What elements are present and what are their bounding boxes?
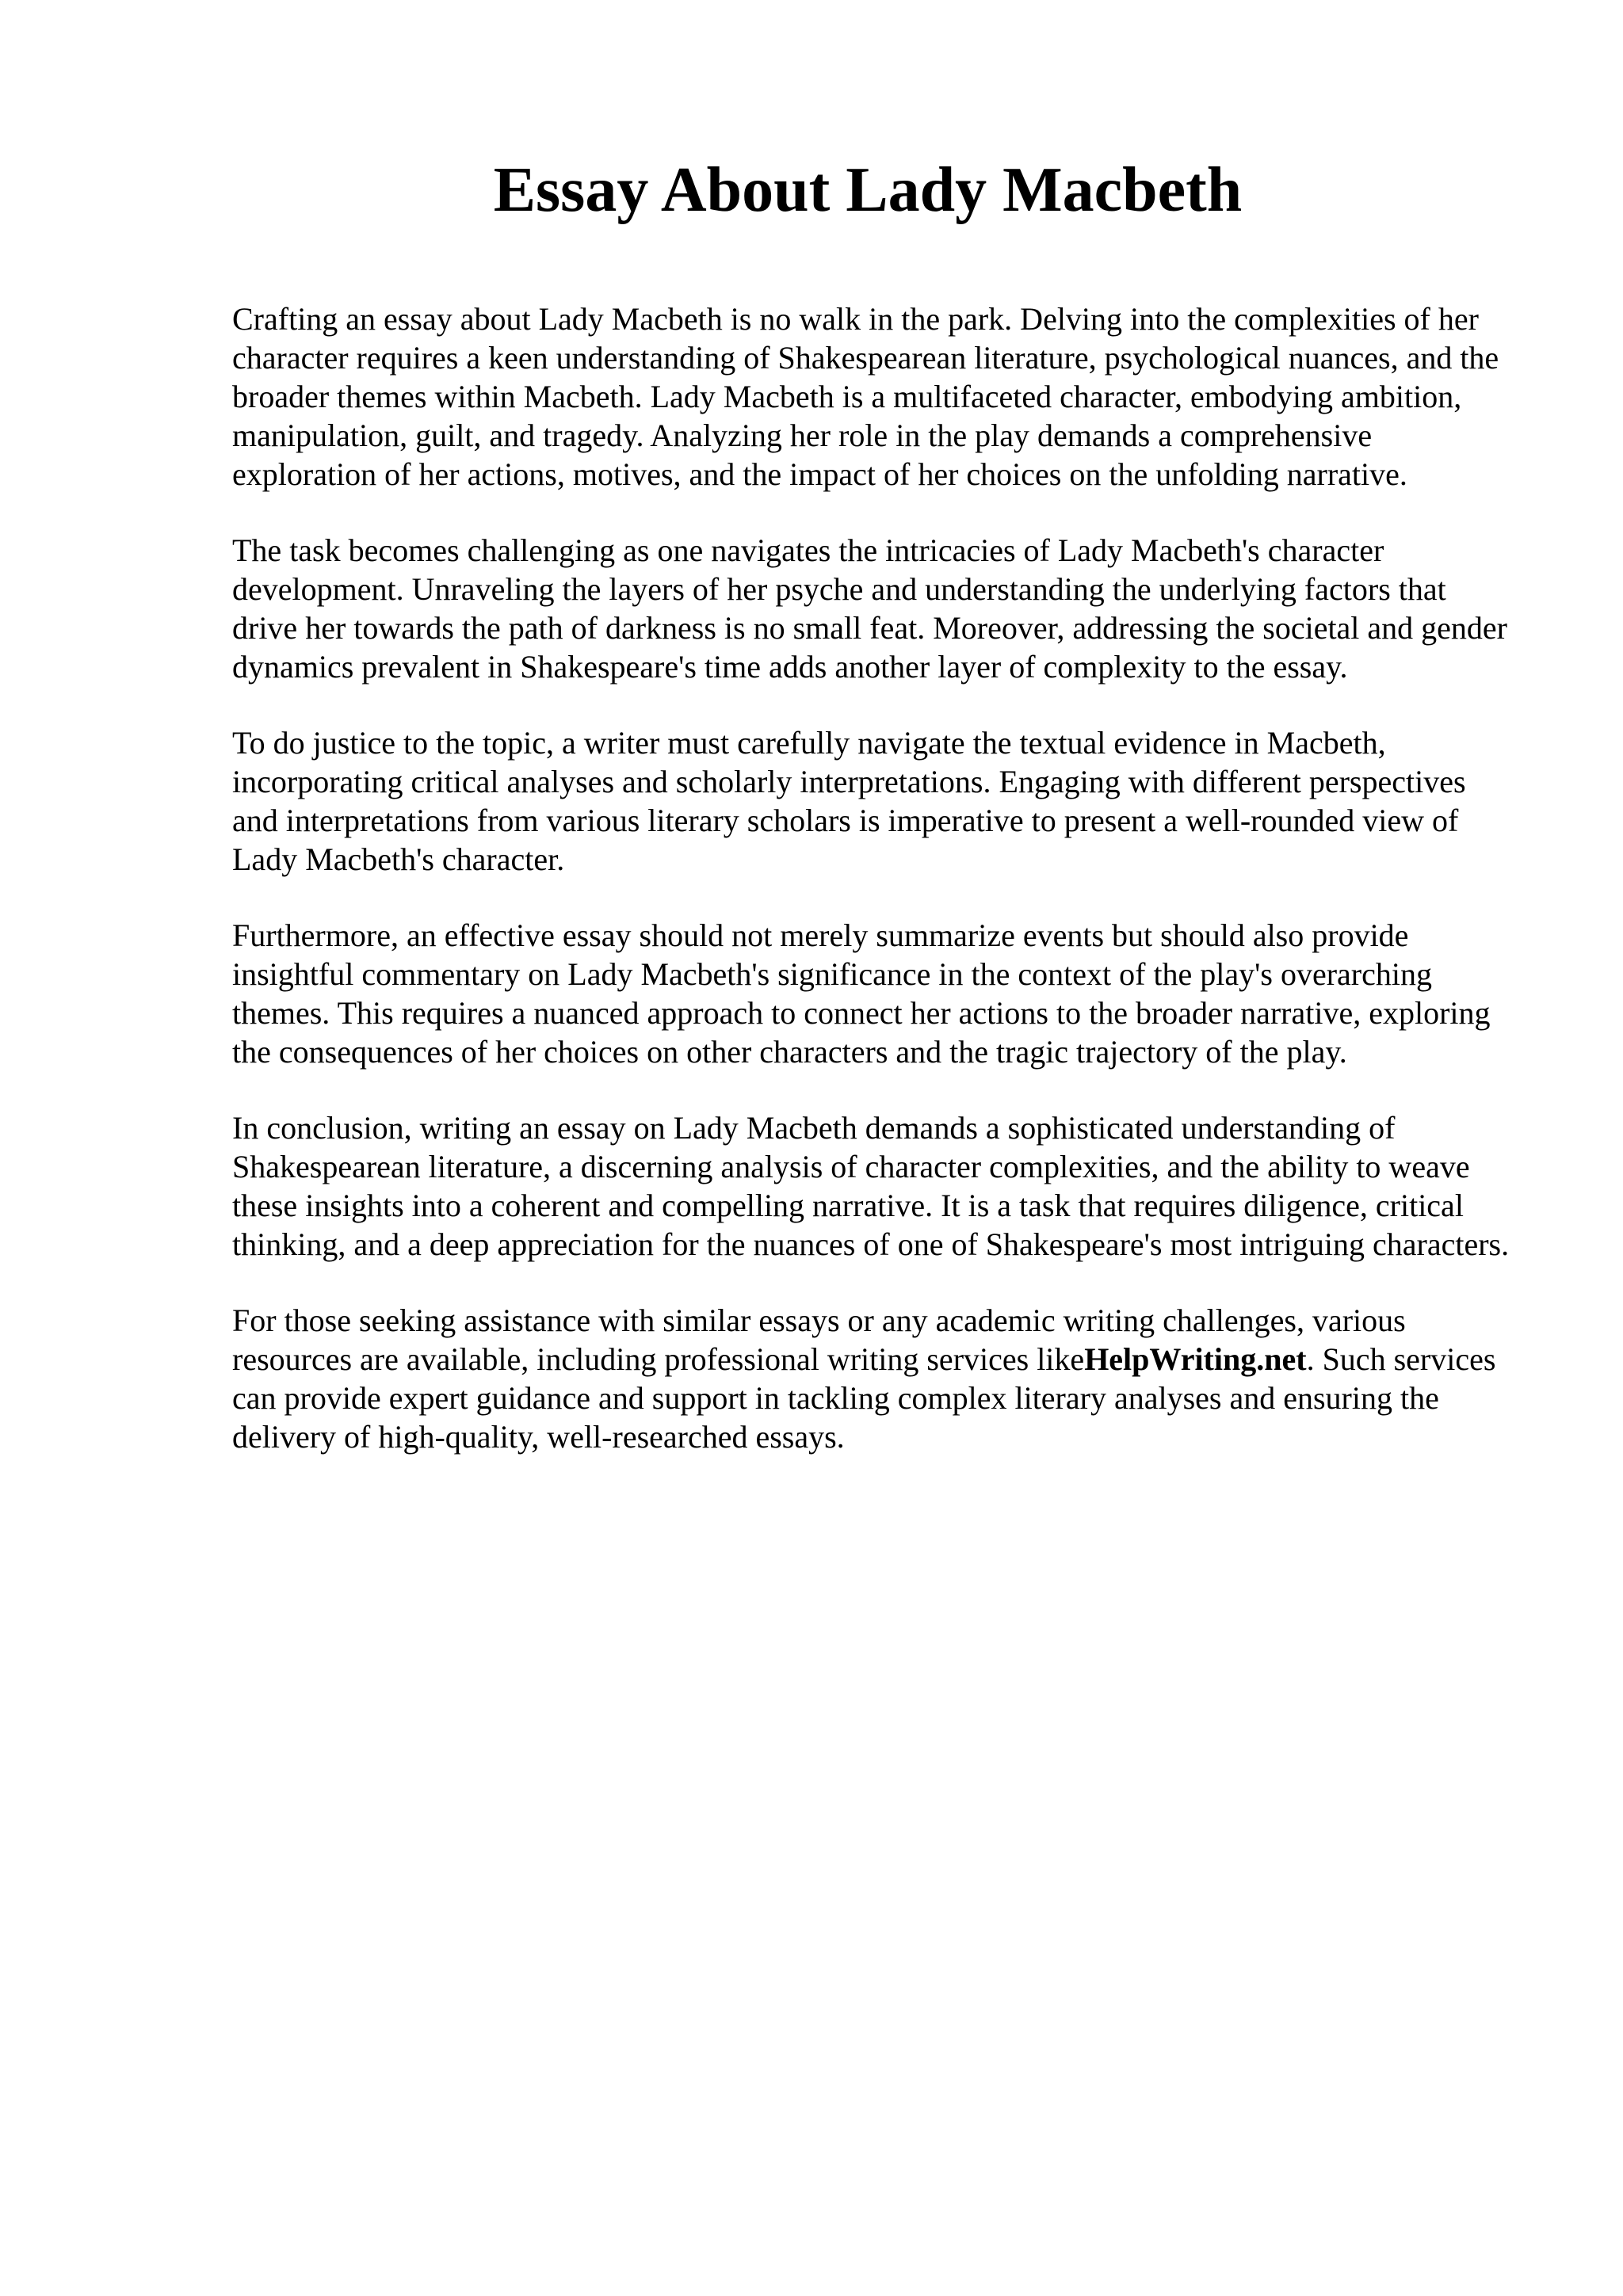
paragraph-6 (232, 1301, 1516, 1456)
helpwriting-link[interactable]: HelpWriting.net (1084, 1341, 1307, 1377)
paragraph-1: Crafting an essay about Lady Macbeth is no walk in the park. Delving into the complexities of her character requires a keen understanding of Shakespearean literature, psychological nuances, and the broader themes within Macbeth. Lady Macbeth is a multifaceted character, embodying ambition, manipulation, guilt, and tragedy. Analyzing her role in the play demands a comprehensive exploration of her actions, motives, and the impact of her choices on the unfolding narrative. (232, 301, 1499, 492)
paragraph-3: To do justice to the topic, a writer must carefully navigate the textual evidence in Macbeth, incorporating critical analyses and scholarly interpretations. Engaging with different perspectives and interpretations from various literary scholars is imperative to present a well-rounded view of Lady Macbeth's character. (232, 725, 1466, 877)
document-title: Essay About Lady Macbeth (493, 155, 1243, 225)
paragraph-5: In conclusion, writing an essay on Lady Macbeth demands a sophisticated understanding of Shakespearean literature, a discerning analysis of character complexities, and the ability to weave these insights into a coherent and compelling narrative. It is a task that requires diligence, critical thinking, and a deep appreciation for the nuances of one of Shakespeare's most intriguing characters. (232, 1110, 1510, 1262)
paragraph-6-before: For those seeking assistance with similar essays or any academic writing challenges, various resources are available, including professional writing services like (232, 1302, 1406, 1377)
paragraph-2: The task becomes challenging as one navigates the intricacies of Lady Macbeth's character development. Unraveling the layers of her psyche and understanding the underlying factors that drive her towards the path of darkness is no small feat. Moreover, addressing the societal and gender dynamics prevalent in Shakespeare's time adds another layer of complexity to the essay. (232, 532, 1508, 685)
paragraph-6-after: . Such services can provide expert guidance and support in tackling complex literary analyses and ensuring the delivery of high-quality, well-researched essays. (232, 1341, 1496, 1455)
paragraph-4: Furthermore, an effective essay should not merely summarize events but should also provide insightful commentary on Lady Macbeth's significance in the context of the play's overarching themes. This requires a nuanced approach to connect her actions to the broader narrative, exploring the consequences of her choices on other characters and the tragic trajectory of the play. (232, 917, 1491, 1070)
document-body (232, 299, 1516, 1493)
